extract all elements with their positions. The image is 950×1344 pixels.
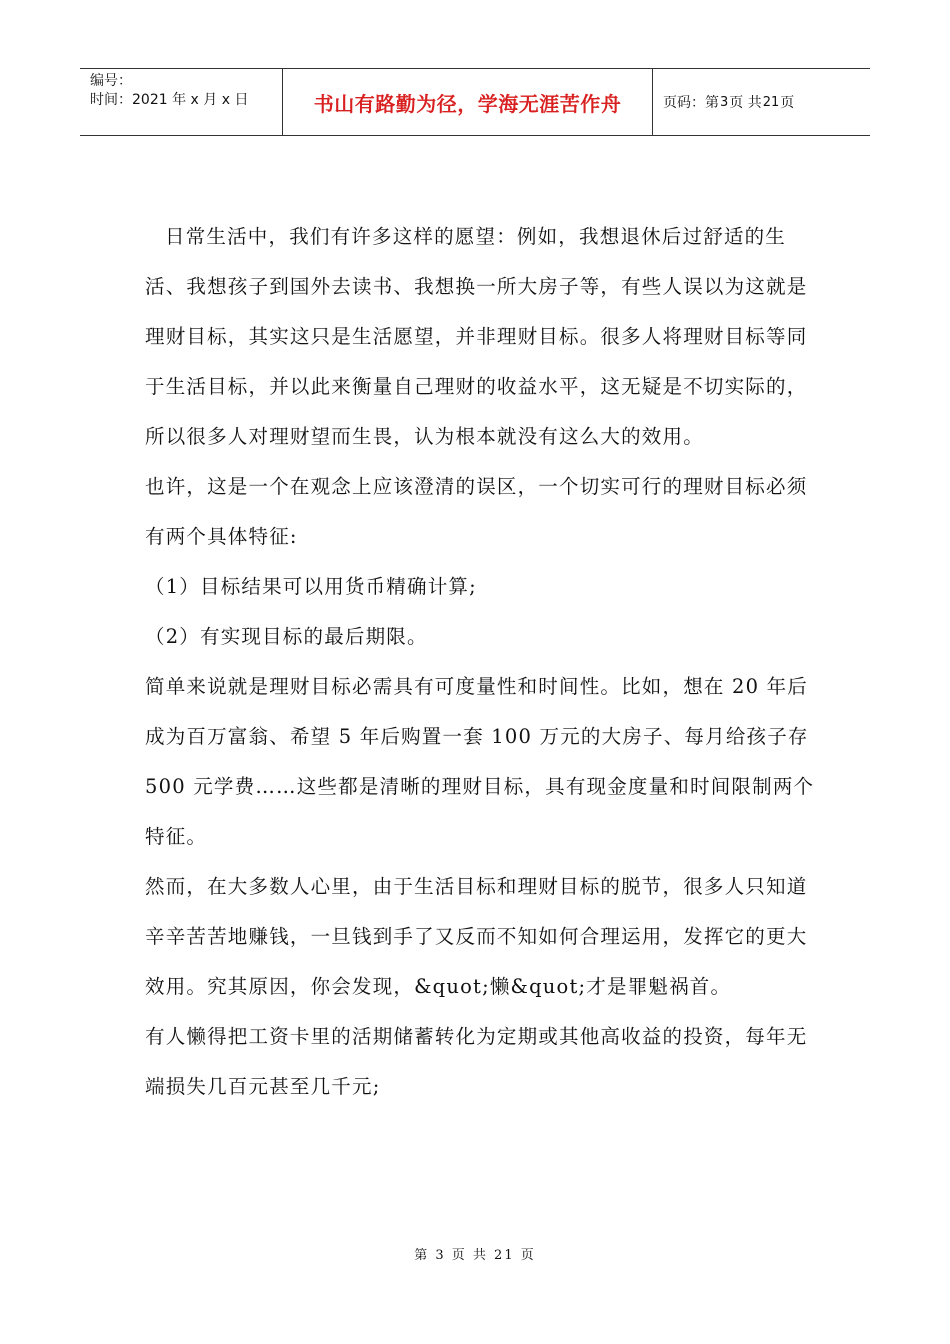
paragraph: 日常生活中，我们有许多这样的愿望：例如，我想退休后过舒适的生活、我想孩子到国外去读书、我想换一所大房子等，有些人误以为这就是理财目标，其实这只是生活愿望，并非理财目标。很多人将理财目标等同于生活目标，并以此来衡量自己理财的收益水平，这无疑是不切实际的，所以很多人对理财望而生畏，认为根本就没有这么大的效用。 — [145, 225, 808, 448]
header-motto: 书山有路勤为径，学海无涯苦作舟 — [283, 69, 653, 135]
paragraph: 简单来说就是理财目标必需具有可度量性和时间性。比如，想在 20 年后成为百万富翁、希望 5 年后购置一套 100 万元的大房子、每月给孩子存 500 元学费……这些都是清晰的理财目标，具有现金度量和时间限制两个特征。 — [145, 675, 817, 848]
page-suffix: 页 — [780, 95, 795, 111]
page-footer: 第 3 页 共 21 页 — [414, 1248, 536, 1263]
paragraph: 然而，在大多数人心里，由于生活目标和理财目标的脱节，很多人只知道辛辛苦苦地赚钱，一旦钱到手了又反而不知如何合理运用，发挥它的更大效用。究其原因，你会发现，&quot;懒&quot;才是罪魁祸首。 — [145, 875, 808, 998]
document-number-label: 编号： — [90, 73, 132, 89]
page-current: 3 — [720, 94, 729, 110]
list-item: （2）有实现目标的最后期限。 — [145, 625, 428, 648]
page-prefix: 页码：第 — [663, 95, 719, 111]
document-time-label: 时间：2021 年 x 月 x 日 — [90, 92, 249, 108]
header-page-info — [653, 69, 870, 135]
page-total: 21 — [762, 94, 780, 110]
document-body — [145, 212, 825, 1112]
paragraph: 有人懒得把工资卡里的活期储蓄转化为定期或其他高收益的投资，每年无端损失几百元甚至几千元; — [145, 1025, 808, 1098]
page-mid: 页 共 — [729, 95, 762, 111]
page-header — [80, 68, 870, 136]
list-item: （1）目标结果可以用货币精确计算; — [145, 575, 477, 598]
paragraph: 也许，这是一个在观念上应该澄清的误区，一个切实可行的理财目标必须有两个具体特征: — [145, 475, 808, 548]
header-info-cell — [80, 69, 283, 135]
